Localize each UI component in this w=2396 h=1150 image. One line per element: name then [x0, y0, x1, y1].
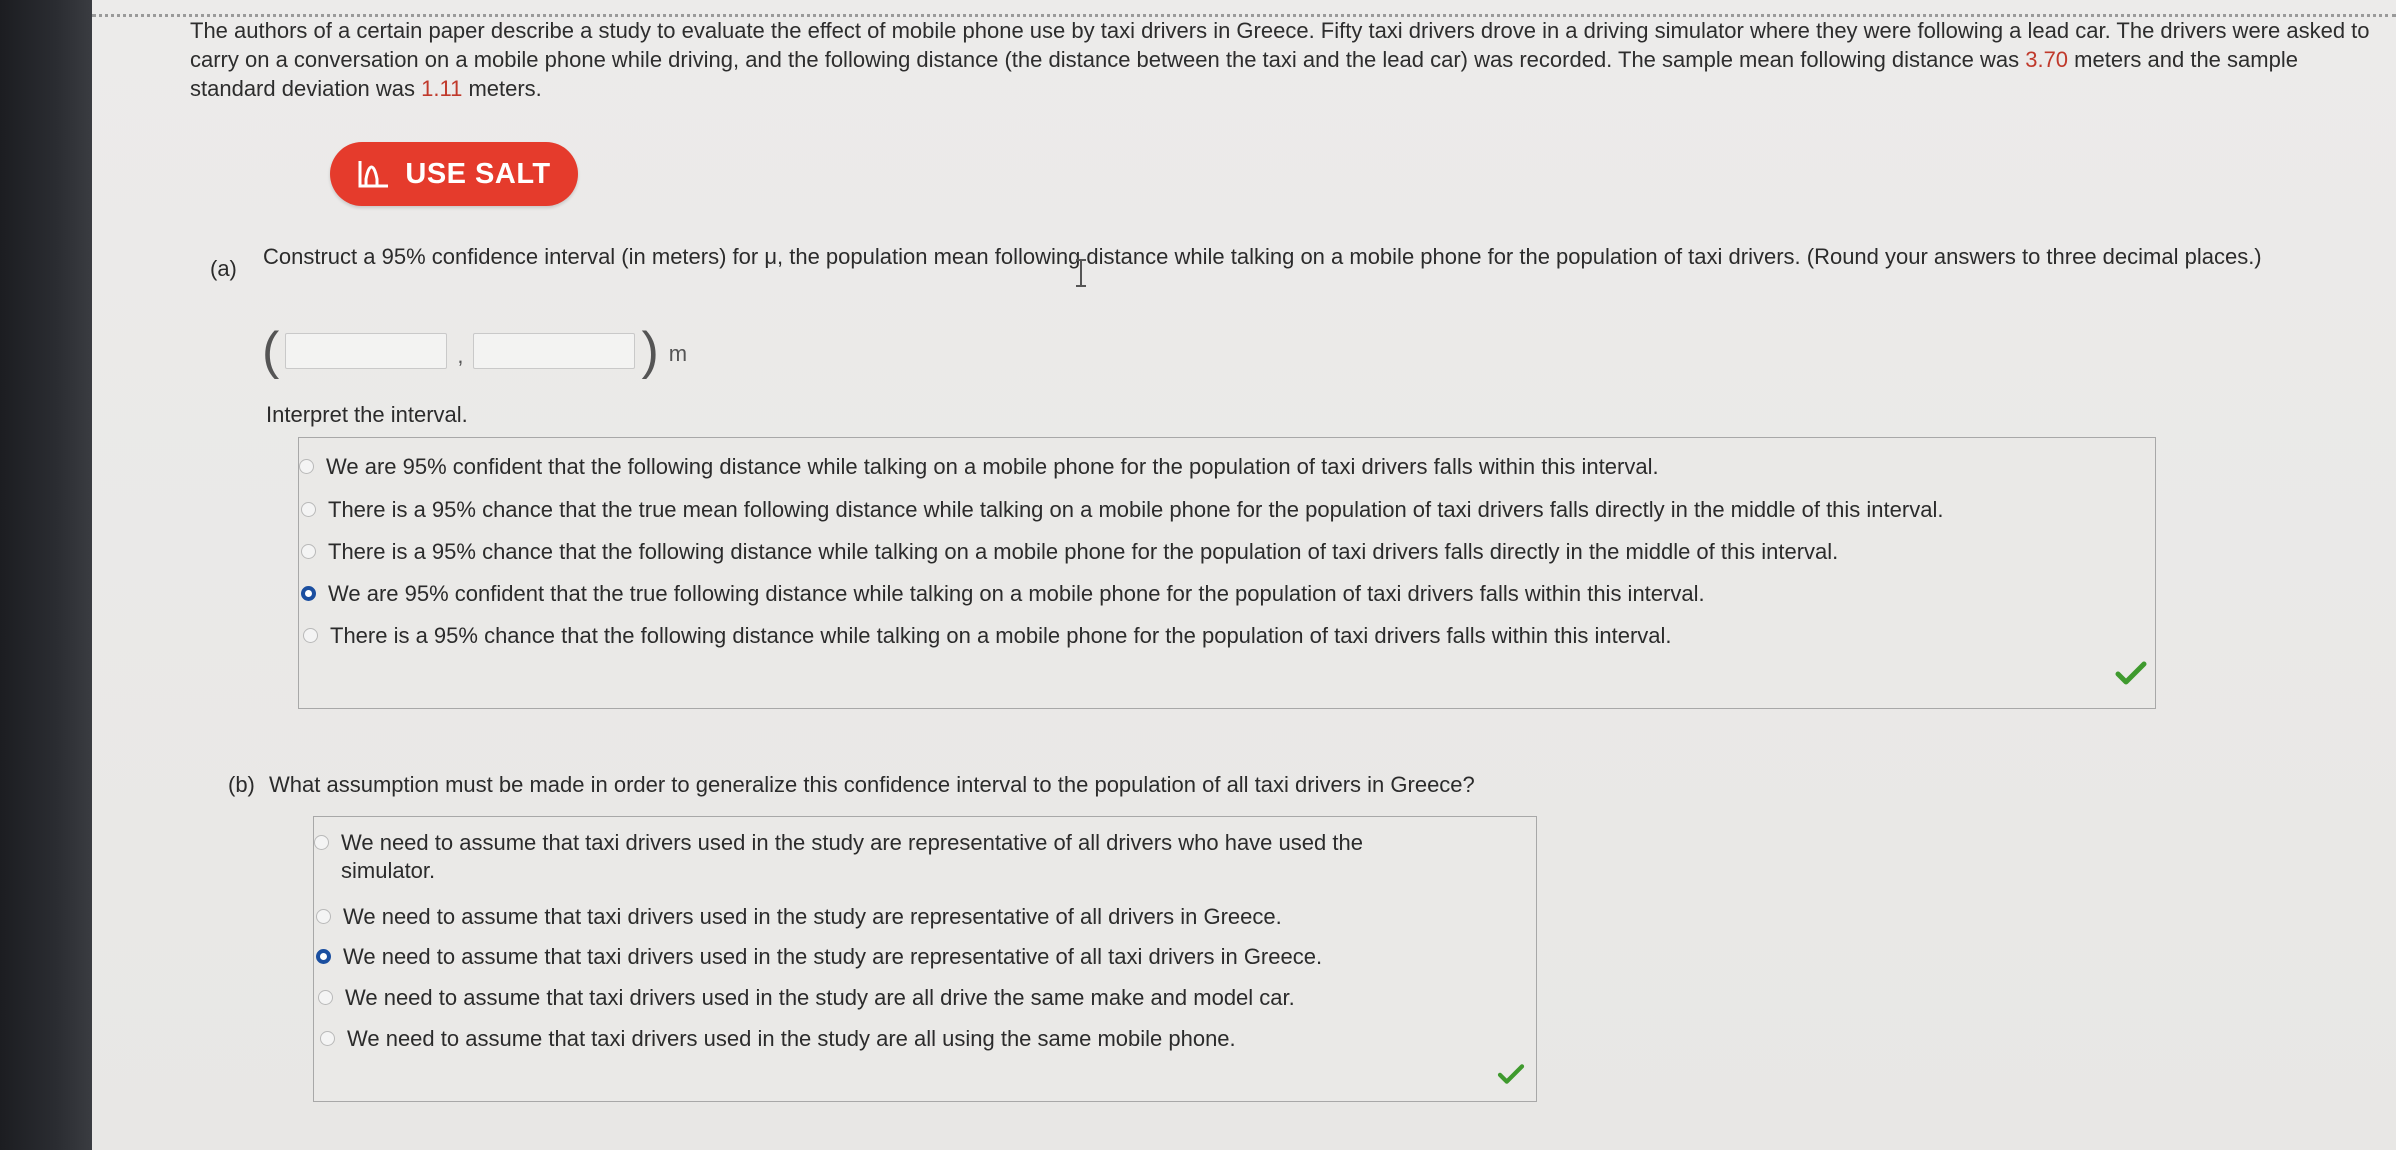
confidence-interval-input — [262, 322, 688, 380]
part-b-option-2[interactable] — [316, 903, 1282, 931]
radio-button[interactable] — [299, 459, 314, 474]
option-label: We need to assume that taxi drivers used in the study are all drive the same make and model car. — [345, 985, 1295, 1010]
part-a-choices — [298, 437, 2156, 709]
salt-chart-icon — [357, 159, 391, 189]
part-b-option-3[interactable] — [316, 943, 1322, 971]
open-paren: ( — [262, 322, 280, 380]
stem-text-3: meters. — [462, 76, 542, 101]
radio-button-selected[interactable] — [301, 586, 316, 601]
part-b-question: What assumption must be made in order to generalize this confidence interval to the population of all taxi drivers in Greece? — [269, 772, 1475, 797]
radio-button[interactable] — [314, 835, 329, 850]
option-label: We are 95% confident that the following distance while talking on a mobile phone for the population of taxi drivers falls within this interval. — [326, 454, 1659, 479]
radio-button[interactable] — [303, 628, 318, 643]
radio-button-selected[interactable] — [316, 949, 331, 964]
option-label: We need to assume that taxi drivers used in the study are all using the same mobile phone. — [347, 1026, 1236, 1051]
part-a-option-4[interactable] — [301, 580, 1705, 608]
use-salt-label: USE SALT — [405, 157, 551, 190]
radio-button[interactable] — [318, 990, 333, 1005]
close-paren: ) — [641, 322, 659, 380]
part-b-option-1[interactable] — [314, 829, 1464, 885]
option-label: We need to assume that taxi drivers used in the study are representative of all drivers who have used the simulator. — [341, 830, 1363, 883]
correct-check-icon — [2115, 660, 2147, 686]
stem-text-1: The authors of a certain paper describe a study to evaluate the effect of mobile phone use by taxi drivers in Greece. Fifty taxi drivers drove in a driving simulator where they were following a lead car. The drivers were asked to carry on a conversation on a mobile phone while driving, and the following distance (the distance between the taxi and the lead car) was recorded. The sample mean following distance was — [190, 18, 2370, 72]
radio-button[interactable] — [320, 1031, 335, 1046]
comma-separator: , — [457, 343, 464, 368]
part-a-option-2[interactable] — [301, 496, 1943, 524]
radio-button[interactable] — [301, 502, 316, 517]
text-cursor-icon — [1074, 258, 1088, 288]
option-label: There is a 95% chance that the true mean following distance while talking on a mobile phone for the population of taxi drivers falls directly in the middle of this interval. — [328, 497, 1944, 522]
part-b-label — [228, 772, 1475, 798]
part-a-question: Construct a 95% confidence interval (in meters) for μ, the population mean following distance while talking on a mobile phone for the population of taxi drivers. (Round your answers to three decimal places.) — [263, 244, 2262, 269]
part-b-number: (b) — [228, 772, 255, 797]
option-label: There is a 95% chance that the following distance while talking on a mobile phone for the population of taxi drivers falls within this interval. — [330, 623, 1672, 648]
option-label: We need to assume that taxi drivers used in the study are representative of all drivers in Greece. — [343, 904, 1282, 929]
sample-sd-value: 1.11 — [421, 76, 463, 101]
use-salt-button[interactable] — [330, 142, 578, 206]
part-b-option-4[interactable] — [318, 984, 1295, 1012]
option-label: We need to assume that taxi drivers used in the study are representative of all taxi drivers in Greece. — [343, 944, 1323, 969]
device-bezel — [0, 0, 92, 1150]
part-a-option-1[interactable] — [299, 453, 1659, 481]
part-a-option-5[interactable] — [303, 622, 1672, 650]
part-a-option-3[interactable] — [301, 538, 1838, 566]
interpret-label: Interpret the interval. — [266, 402, 468, 427]
stem-text-2: meters and the sample standard deviation was — [190, 47, 2298, 101]
correct-check-icon — [1497, 1063, 1525, 1085]
unit-label: m — [668, 341, 688, 366]
option-label: We are 95% confident that the true following distance while talking on a mobile phone for the population of taxi drivers falls within this interval. — [328, 581, 1705, 606]
radio-button[interactable] — [316, 909, 331, 924]
upper-bound-input[interactable] — [473, 333, 635, 369]
sample-mean-value: 3.70 — [2025, 47, 2069, 72]
part-a-label: (a) — [210, 256, 237, 281]
radio-button[interactable] — [301, 544, 316, 559]
part-b-choices — [313, 816, 1537, 1102]
lower-bound-input[interactable] — [285, 333, 447, 369]
part-b-option-5[interactable] — [320, 1025, 1236, 1053]
problem-stem — [190, 16, 2370, 103]
option-label: There is a 95% chance that the following distance while talking on a mobile phone for the population of taxi drivers falls directly in the middle of this interval. — [328, 539, 1839, 564]
